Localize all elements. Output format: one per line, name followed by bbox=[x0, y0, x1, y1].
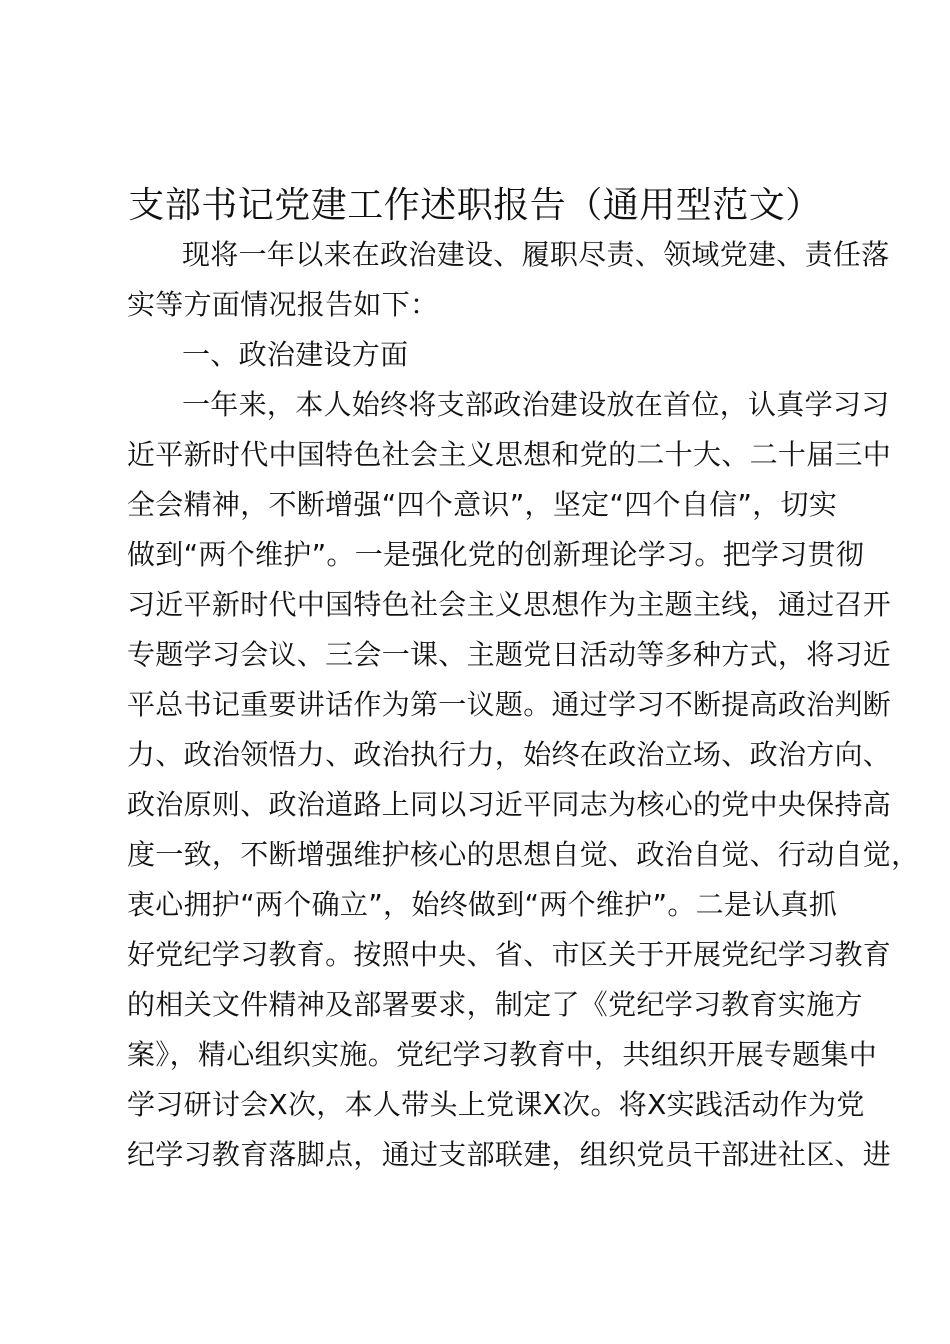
paragraph-line: 一年来，本人始终将支部政治建设放在首位，认真学习习 bbox=[182, 388, 890, 421]
paragraph-line: 全会精神，不断增强“四个意识”，坚定“四个自信”，切实 bbox=[127, 488, 838, 521]
paragraph-line: 度一致，不断增强维护核心的思想自觉、政治自觉、行动自觉， bbox=[127, 838, 920, 871]
paragraph-line: 纪学习教育落脚点，通过支部联建，组织党员干部进社区、进 bbox=[127, 1138, 892, 1171]
paragraph-line: 力、政治领悟力、政治执行力，始终在政治立场、政治方向、 bbox=[127, 738, 892, 771]
document-title: 支部书记党建工作述职报告（通用型范文） bbox=[128, 185, 822, 226]
paragraph-line: 近平新时代中国特色社会主义思想和党的二十大、二十届三中 bbox=[127, 438, 892, 471]
section-heading: 一、政治建设方面 bbox=[182, 338, 409, 371]
paragraph-line: 政治原则、政治道路上同以习近平同志为核心的党中央保持高 bbox=[127, 788, 892, 821]
paragraph-line: 案》，精心组织实施。党纪学习教育中，共组织开展专题集中 bbox=[127, 1038, 878, 1071]
paragraph-line: 现将一年以来在政治建设、履职尽责、领域党建、责任落 bbox=[182, 238, 890, 271]
paragraph-line: 的相关文件精神及部署要求，制定了《党纪学习教育实施方 bbox=[127, 988, 863, 1021]
paragraph-line: 好党纪学习教育。按照中央、省、市区关于开展党纪学习教育 bbox=[127, 938, 892, 971]
paragraph-line: 专题学习会议、三会一课、主题党日活动等多种方式，将习近 bbox=[127, 638, 892, 671]
paragraph-line: 习近平新时代中国特色社会主义思想作为主题主线，通过召开 bbox=[127, 588, 892, 621]
paragraph-line: 做到“两个维护”。一是强化党的创新理论学习。把学习贯彻 bbox=[127, 538, 865, 571]
paragraph-line: 实等方面情况报告如下： bbox=[127, 288, 439, 321]
paragraph-line: 学习研讨会X次，本人带头上党课X次。将X实践活动作为党 bbox=[127, 1088, 865, 1121]
paragraph-line: 平总书记重要讲话作为第一议题。通过学习不断提高政治判断 bbox=[127, 688, 892, 721]
paragraph-line: 衷心拥护“两个确立”，始终做到“两个维护”。二是认真抓 bbox=[127, 888, 838, 921]
